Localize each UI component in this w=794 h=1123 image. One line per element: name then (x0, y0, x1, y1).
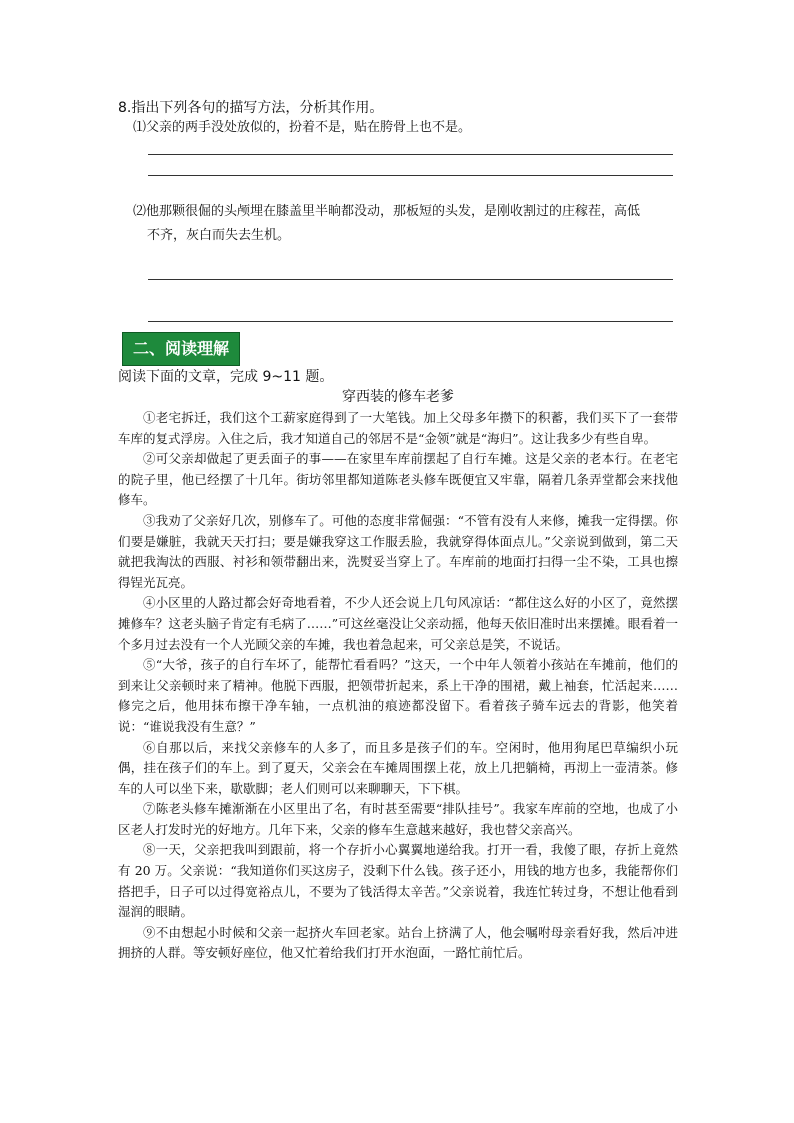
question-8-item-1 (133, 116, 678, 140)
question-8-item-2-text: ⑵他那颗很倔的头颅埋在膝盖里半晌都没动，那板短的头发，是刚收割过的庄稼茬，高低 (133, 204, 641, 219)
article-paragraph: ④小区里的人路过都会好奇地看着，不少人还会说上几句风凉话：“都住这么好的小区了，竟然摆摊修车？这老头脑子肯定有毛病了……”可这丝毫没让父亲动摇，他每天依旧准时出来摆摊。眼看着一个多月过去没有一个人光顾父亲的车摊，我也着急起来，可父亲总是笑，不说话。 (118, 595, 678, 652)
article-paragraph: ③我劝了父亲好几次，别修车了。可他的态度非常倔强：“不管有没有人来修，摊我一定得摆。你们要是嫌脏，我就天天打扫；要是嫌我穿这工作服丢脸，我就穿得体面点儿。”父亲说到做到，第二天就把我淘汰的西服、衬衫和领带翻出来，洗熨妥当穿上了。车库前的地面打扫得一尘不染，工具也擦得锃光瓦亮。 (118, 512, 678, 590)
question-8-item-1-text: ⑴父亲的两手没处放似的，扮着不是，贴在胯骨上也不是。 (133, 120, 472, 135)
article-paragraph: ⑥自那以后，来找父亲修车的人多了，而且多是孩子们的车。空闲时，他用狗尾巴草编织小玩偶，挂在孩子们的车上。到了夏天，父亲会在车摊周围摆上花，放上几把躺椅，再沏上一壶清茶。修车的人可以坐下来，歇歇脚；老人们则可以来聊聊天，下下棋。 (118, 739, 678, 796)
article-paragraph: ⑧一天，父亲把我叫到跟前，将一个存折小心翼翼地递给我。打开一看，我傻了眼，存折上竟然有 20 万。父亲说：“我知道你们买这房子，没剩下什么钱。孩子还小，用钱的地方也多，我能帮你们搭把手，日子可以过得宽裕点儿，不要为了钱活得太辛苦。”父亲说着，我连忙转过身，不想让他看到湿润的眼睛。 (118, 842, 678, 920)
answer-line[interactable] (148, 279, 673, 280)
question-8-item-2 (133, 200, 678, 248)
answer-line[interactable] (148, 154, 673, 155)
section-badge-reading: 二、阅读理解 (122, 332, 240, 366)
reading-instruction: 阅读下面的文章，完成 9~11 题。 (118, 369, 334, 385)
article-paragraph: ⑦陈老头修车摊渐渐在小区里出了名，有时甚至需要“排队挂号”。我家车库前的空地，也成了小区老人打发时光的好地方。几年下来，父亲的修车生意越来越好，我也替父亲高兴。 (118, 801, 678, 837)
article-body (118, 408, 678, 964)
article-paragraph: ⑤“大爷，孩子的自行车坏了，能帮忙看看吗？”这天，一个中年人领着小孩站在车摊前，他们的到来让父亲顿时来了精神。他脱下西服，把领带折起来，系上干净的围裙，戴上袖套，忙活起来……修完之后，他用抹布擦干净车轴，一点机油的痕迹都没留下。看着孩子骑车远去的背影，他笑着说：“谁说我没有生意？” (118, 657, 678, 734)
article-paragraph: ②可父亲却做起了更丢面子的事——在家里车库前摆起了自行车摊。这是父亲的老本行。在老宅的院子里，他已经摆了十几年。街坊邻里都知道陈老头修车既便宜又牢靠，隔着几条弄堂都会来找他修车。 (118, 451, 678, 508)
answer-line[interactable] (148, 175, 673, 176)
question-8-item-2-text-cont: 不齐，灰白而失去生机。 (147, 228, 291, 243)
question-8-title: 8.指出下列各句的描写方法，分析其作用。 (118, 100, 384, 116)
answer-line[interactable] (148, 321, 673, 322)
article-title: 穿西装的修车老爹 (342, 389, 454, 405)
article-paragraph: ①老宅拆迁，我们这个工薪家庭得到了一大笔钱。加上父母多年攒下的积蓄，我们买下了一套带车库的复式浮房。入住之后，我才知道自己的邻居不是“金领”就是“海归”。这让我多少有些自卑。 (118, 410, 678, 446)
article-paragraph: ⑨不由想起小时候和父亲一起挤火车回老家。站台上挤满了人，他会嘱咐母亲看好我，然后冲进拥挤的人群。等安顿好座位，他又忙着给我们打开水泡面，一路忙前忙后。 (118, 924, 678, 961)
